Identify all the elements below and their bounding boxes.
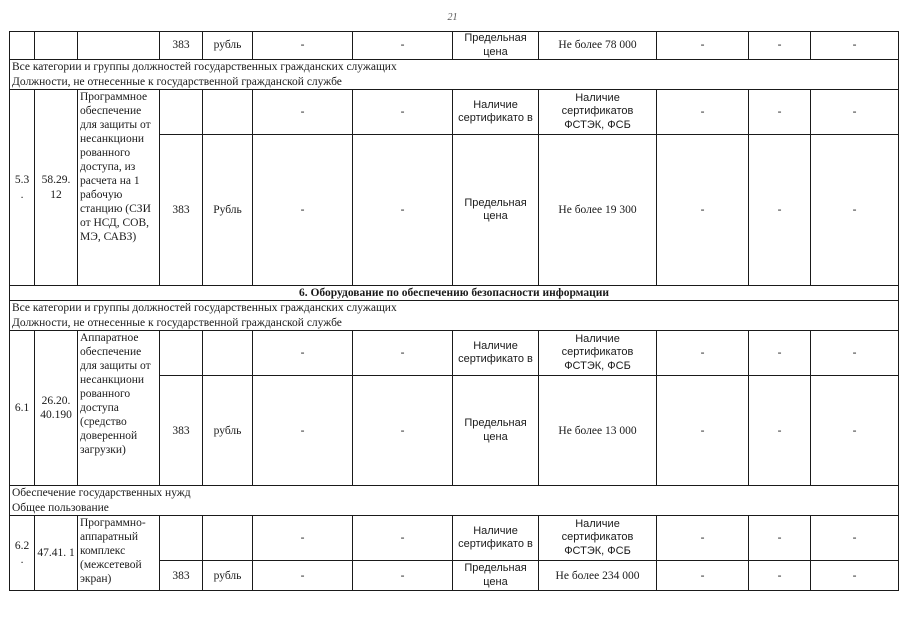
cell-dash: - [657,90,749,135]
table-row [10,75,899,90]
cell-okei-code: 383 [160,135,203,286]
cell-okei-code [160,331,203,376]
cell-dash: - [253,376,353,486]
cell-characteristic: Наличие сертификато в [453,90,539,135]
cell-dash: - [749,90,811,135]
table-row [10,301,899,316]
table-row [10,316,899,331]
cell-dash: - [353,135,453,286]
cell-dash: - [811,90,899,135]
cell-number: 6.2 . [10,516,35,591]
cell-characteristic: Предельная цена [453,32,539,60]
group-heading-positions: Должности, не отнесенные к государственной гражданской службе [10,316,899,331]
cell-unit: рубль [203,32,253,60]
cell-dash: - [749,376,811,486]
cell-characteristic: Предельная цена [453,135,539,286]
cell-name: Программно-аппаратный комплекс (межсетевой экран) [78,516,160,591]
cell-dash: - [353,376,453,486]
cell-dash: - [657,32,749,60]
group-heading-categories: Все категории и группы должностей государственных гражданских служащих [10,301,899,316]
cell-dash: - [353,32,453,60]
cell-name: Программное обеспечение для защиты от несанкциони рованного доступа, из расчета на 1 рабочую станцию (СЗИ от НСД, СОВ, МЭ, САВЗ) [78,90,160,286]
cell-number: 6.1 [10,331,35,486]
cell-code [35,32,78,60]
cell-value: Не более 78 000 [539,32,657,60]
cell-unit [203,516,253,561]
cell-dash: - [811,331,899,376]
cell-dash: - [749,331,811,376]
table-row [10,60,899,75]
cell-okei-code: 383 [160,32,203,60]
cell-okei-code: 383 [160,376,203,486]
procurement-requirements-table [9,31,899,591]
cell-dash: - [657,516,749,561]
cell-dash: - [657,561,749,591]
cell-dash: - [253,331,353,376]
cell-characteristic: Предельная цена [453,376,539,486]
cell-dash: - [811,376,899,486]
cell-unit: Рубль [203,135,253,286]
cell-code: 58.29. 12 [35,90,78,286]
cell-value: Не более 13 000 [539,376,657,486]
cell-name: Аппаратное обеспечение для защиты от несанкциони рованного доступа (средство доверенной загрузки) [78,331,160,486]
cell-value: Не более 19 300 [539,135,657,286]
group-heading-categories: Все категории и группы должностей государственных гражданских служащих [10,60,899,75]
cell-dash: - [657,376,749,486]
cell-dash: - [749,516,811,561]
cell-value: Не более 234 000 [539,561,657,591]
cell-dash: - [811,135,899,286]
group-heading-usage: Общее пользование [10,501,899,516]
cell-okei-code [160,90,203,135]
cell-value: Наличие сертификатов ФСТЭК, ФСБ [539,90,657,135]
cell-okei-code [160,516,203,561]
cell-number: 5.3 . [10,90,35,286]
cell-unit: рубль [203,376,253,486]
cell-dash: - [811,516,899,561]
section-heading: 6. Оборудование по обеспечению безопасности информации [10,286,899,301]
cell-number [10,32,35,60]
cell-okei-code: 383 [160,561,203,591]
cell-value: Наличие сертификатов ФСТЭК, ФСБ [539,331,657,376]
cell-code: 26.20. 40.190 [35,331,78,486]
page-number: 21 [447,12,458,23]
cell-dash: - [353,90,453,135]
cell-dash: - [253,135,353,286]
cell-unit [203,331,253,376]
cell-unit [203,90,253,135]
table-row [10,486,899,501]
cell-characteristic: Наличие сертификато в [453,331,539,376]
group-heading-needs: Обеспечение государственных нужд [10,486,899,501]
cell-characteristic: Наличие сертификато в [453,516,539,561]
cell-name [78,32,160,60]
cell-dash: - [811,32,899,60]
cell-unit: рубль [203,561,253,591]
cell-dash: - [353,561,453,591]
cell-dash: - [353,516,453,561]
cell-dash: - [253,90,353,135]
cell-dash: - [253,516,353,561]
table-row [10,516,899,561]
cell-dash: - [749,561,811,591]
table-row [10,286,899,301]
cell-dash: - [253,32,353,60]
cell-dash: - [353,331,453,376]
cell-characteristic: Предельная цена [453,561,539,591]
group-heading-positions: Должности, не отнесенные к государственной гражданской службе [10,75,899,90]
cell-dash: - [749,135,811,286]
cell-dash: - [657,135,749,286]
table-row [10,90,899,135]
table-row [10,331,899,376]
cell-dash: - [657,331,749,376]
table-row [10,501,899,516]
table-row [10,32,899,60]
cell-dash: - [811,561,899,591]
cell-code: 47.41. 1 [35,516,78,591]
cell-dash: - [253,561,353,591]
cell-value: Наличие сертификатов ФСТЭК, ФСБ [539,516,657,561]
cell-dash: - [749,32,811,60]
